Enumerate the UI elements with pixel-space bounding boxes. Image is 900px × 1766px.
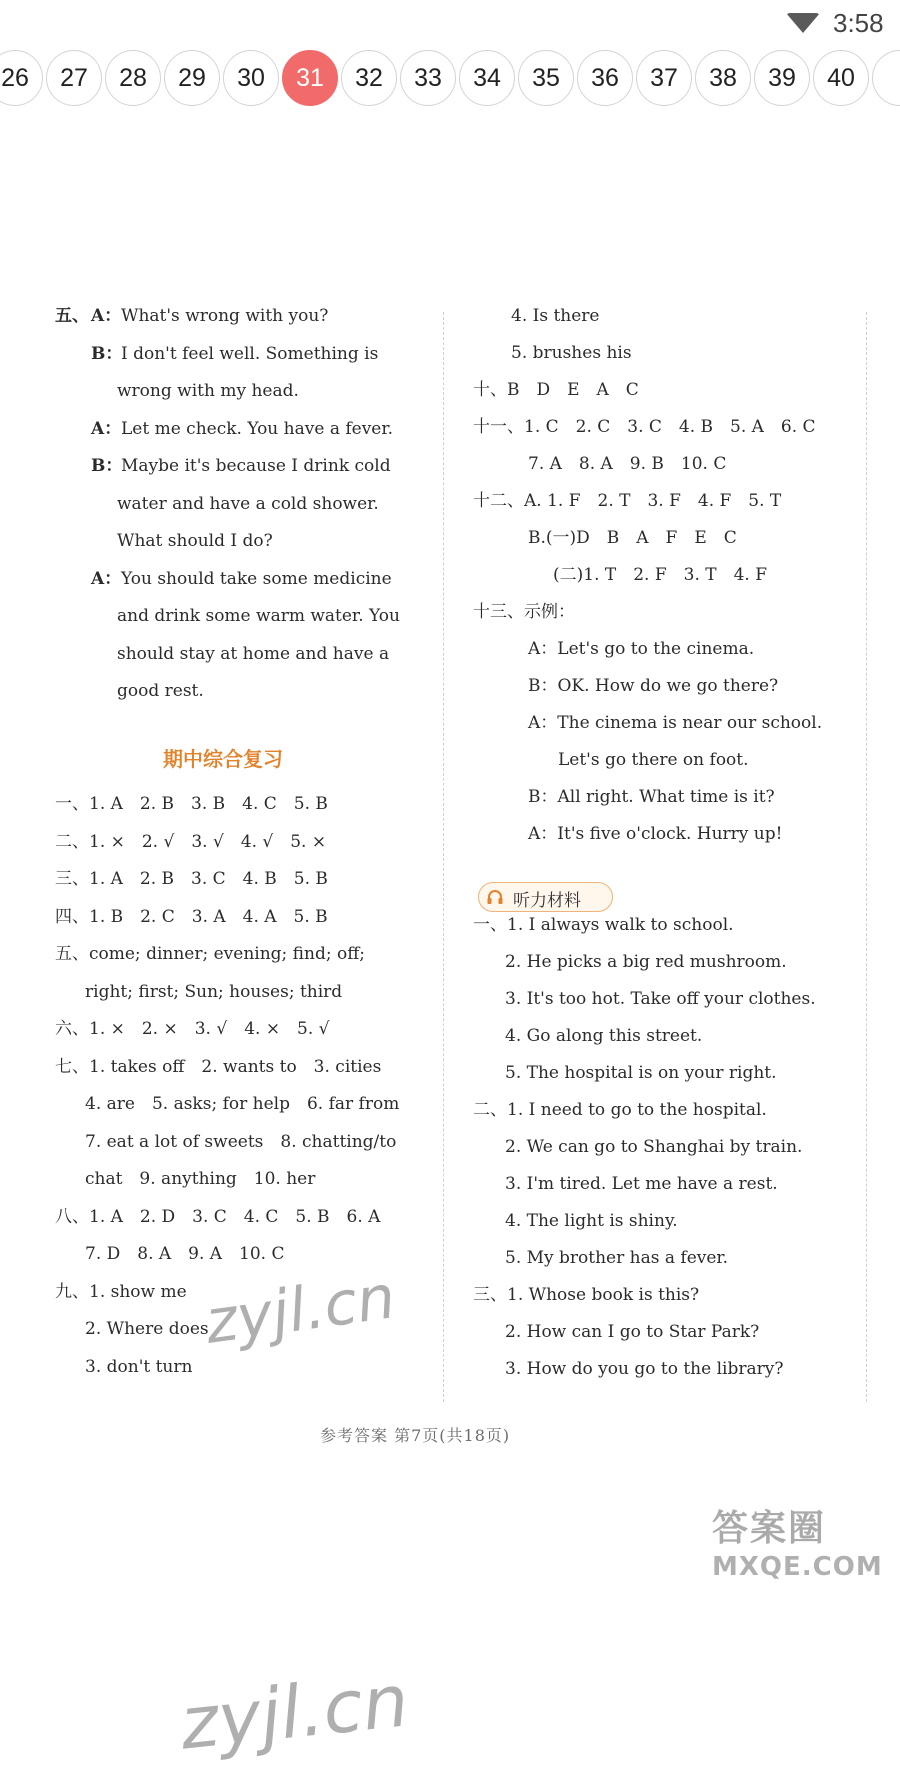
answer-line: B：OK. How do we go there? <box>528 676 779 696</box>
answer-line: A：The cinema is near our school. <box>528 713 823 733</box>
page-button-next-partial[interactable] <box>872 50 900 106</box>
page-button-35[interactable]: 35 <box>518 50 574 106</box>
answer-line: B.(一)D B A F E C <box>528 528 737 548</box>
page-button-39[interactable]: 39 <box>754 50 810 106</box>
listening-material-tag <box>478 882 613 912</box>
listening-line: 2. How can I go to Star Park? <box>505 1322 760 1342</box>
answer-line: 7. D 8. A 9. A 10. C <box>85 1244 285 1264</box>
listening-line: 4. Go along this street. <box>505 1026 703 1046</box>
listening-line: 3. I'm tired. Let me have a rest. <box>505 1174 778 1194</box>
listening-line: 5. The hospital is on your right. <box>505 1063 777 1083</box>
column-divider <box>443 312 444 1402</box>
listening-line: 2. We can go to Shanghai by train. <box>505 1137 803 1157</box>
listening-line: 4. The light is shiny. <box>505 1211 678 1231</box>
answer-line: 十一、1. C 2. C 3. C 4. B 5. A 6. C <box>473 417 816 437</box>
answer-line: 八、1. A 2. D 3. C 4. C 5. B 6. A <box>55 1206 381 1227</box>
answer-line: 4. Is there <box>511 306 600 326</box>
speaker-label: A： <box>91 306 122 326</box>
question-number: 五、 <box>55 306 89 326</box>
answer-line: Let's go there on foot. <box>558 750 749 770</box>
page-button-38[interactable]: 38 <box>695 50 751 106</box>
answer-line: 十、B D E A C <box>473 380 639 400</box>
answer-line: 二、1. × 2. √ 3. √ 4. √ 5. × <box>55 831 327 852</box>
listening-line: 一、1. I always walk to school. <box>473 915 734 935</box>
listening-line: 二、1. I need to go to the hospital. <box>473 1100 767 1120</box>
answer-line: 三、1. A 2. B 3. C 4. B 5. B <box>55 869 328 889</box>
status-bar <box>0 0 900 44</box>
watermark-bottom: zyjl.cn <box>176 1658 413 1766</box>
answer-line: 2. Where does <box>85 1319 209 1339</box>
dialogue-line: should stay at home and have a <box>117 643 390 664</box>
answer-line: 一、1. A 2. B 3. B 4. C 5. B <box>55 794 328 814</box>
dialogue-line: water and have a cold shower. <box>117 493 379 514</box>
dialogue-line: and drink some warm water. You <box>117 606 400 626</box>
headphones-icon <box>487 889 503 904</box>
answer-line: 六、1. × 2. × 3. √ 4. × 5. √ <box>55 1019 330 1039</box>
page-button-28[interactable]: 28 <box>105 50 161 106</box>
speaker-label: B： <box>91 456 123 476</box>
answer-line: 十三、示例： <box>473 602 575 622</box>
page-footer: 参考答案 第7页(共18页) <box>320 1426 511 1445</box>
listening-line: 5. My brother has a fever. <box>505 1248 729 1268</box>
answer-line: 7. eat a lot of sweets 8. chatting/to <box>85 1131 397 1152</box>
listening-line: 三、1. Whose book is this? <box>473 1285 700 1305</box>
page-button-31[interactable]: 31 <box>282 50 338 106</box>
right-margin-line <box>866 312 867 1402</box>
answer-line: 十二、A. 1. F 2. T 3. F 4. F 5. T <box>473 491 782 511</box>
answer-line: A：Let's go to the cinema. <box>528 639 755 659</box>
page-button-36[interactable]: 36 <box>577 50 633 106</box>
answer-line: 4. are 5. asks; for help 6. far from <box>85 1094 400 1114</box>
answer-line: 7. A 8. A 9. B 10. C <box>528 454 727 474</box>
dialogue-line: You should take some medicine <box>121 568 392 589</box>
answer-line: 3. don't turn <box>85 1356 193 1377</box>
section-title: 期中综合复习 <box>163 747 283 771</box>
page-button-26[interactable]: 26 <box>0 50 43 106</box>
listening-line: 3. How do you go to the library? <box>505 1359 784 1379</box>
dialogue-line: Maybe it's because I drink cold <box>121 456 391 476</box>
logo-text-en: MXQE.COM <box>712 1552 883 1582</box>
speaker-label: A： <box>91 568 122 589</box>
page-button-27[interactable]: 27 <box>46 50 102 106</box>
listening-line: 3. It's too hot. Take off your clothes. <box>505 989 816 1009</box>
page-button-34[interactable]: 34 <box>459 50 515 106</box>
answer-line: chat 9. anything 10. her <box>85 1169 316 1189</box>
logo-text-cn: 答案圈 <box>712 1508 827 1549</box>
page-selector <box>0 48 900 112</box>
answer-line: 七、1. takes off 2. wants to 3. cities <box>55 1056 382 1077</box>
answer-line: right; first; Sun; houses; third <box>85 981 343 1002</box>
answer-line: (二)1. T 2. F 3. T 4. F <box>553 565 768 585</box>
dialogue-line: I don't feel well. Something is <box>121 343 379 364</box>
page-button-37[interactable]: 37 <box>636 50 692 106</box>
answer-line: 九、1. show me <box>55 1281 187 1302</box>
answer-line: B：All right. What time is it? <box>528 787 775 807</box>
answer-line: A：It's five o'clock. Hurry up! <box>528 824 783 844</box>
speaker-label: A： <box>91 418 122 439</box>
speaker-label: B： <box>91 343 123 364</box>
listening-tag-label: 听力材料 <box>513 891 581 911</box>
dialogue-line: wrong with my head. <box>117 381 299 401</box>
page-button-29[interactable]: 29 <box>164 50 220 106</box>
page-button-30[interactable]: 30 <box>223 50 279 106</box>
dialogue-line: good rest. <box>117 681 204 701</box>
wifi-icon <box>786 13 820 33</box>
page-button-33[interactable]: 33 <box>400 50 456 106</box>
dialogue-line: What's wrong with you? <box>121 306 329 326</box>
answer-line: 五、come; dinner; evening; find; off; <box>55 944 366 964</box>
page-button-40[interactable]: 40 <box>813 50 869 106</box>
listening-line: 2. He picks a big red mushroom. <box>505 952 787 972</box>
answer-line: 5. brushes his <box>511 343 632 363</box>
watermark-mid: zyjl.cn <box>201 1262 400 1358</box>
answer-line: 四、1. B 2. C 3. A 4. A 5. B <box>55 906 328 927</box>
page-button-32[interactable]: 32 <box>341 50 397 106</box>
status-time: 3:58 <box>833 8 884 38</box>
site-logo <box>712 1500 892 1590</box>
dialogue-line: Let me check. You have a fever. <box>121 418 394 439</box>
dialogue-line: What should I do? <box>117 531 273 551</box>
